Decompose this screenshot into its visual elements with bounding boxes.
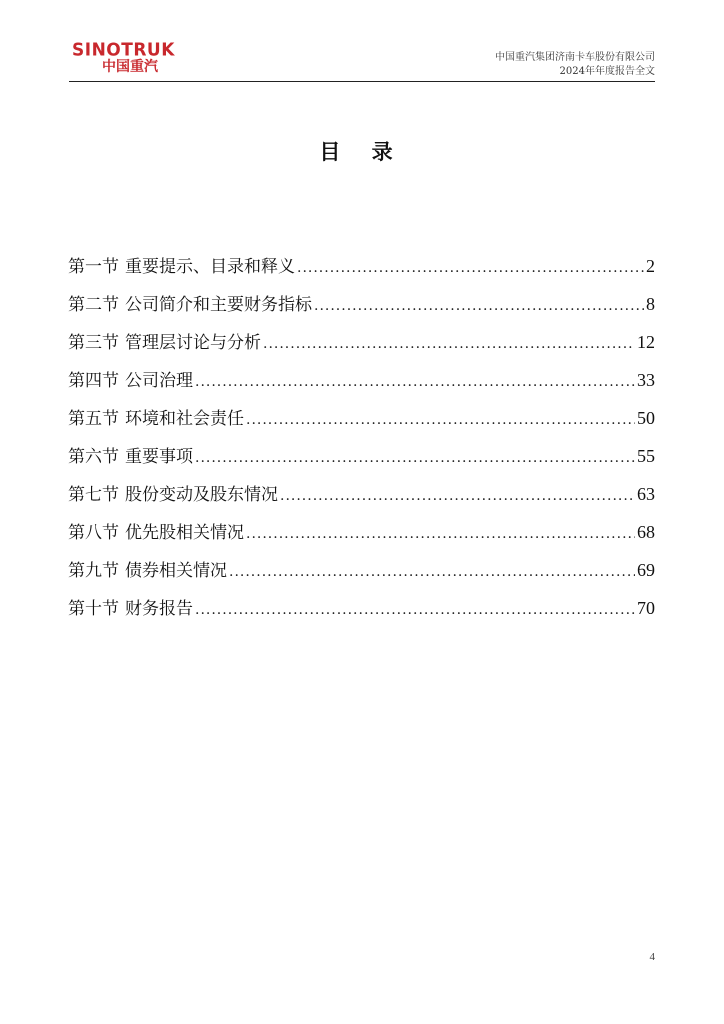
toc-page-number: 63 <box>637 484 655 504</box>
toc-section-number: 第四节 <box>68 371 119 391</box>
toc-page-number: 69 <box>637 560 655 580</box>
toc-entry-section-10[interactable] <box>68 595 655 633</box>
toc-section-name: 管理层讨论与分析 <box>125 333 261 353</box>
toc-section-number: 第六节 <box>68 447 119 467</box>
toc-section-number: 第十节 <box>68 599 119 619</box>
toc-section-number: 第一节 <box>68 257 119 277</box>
header-divider <box>69 81 655 82</box>
logo-text-zh: 中国重汽 <box>102 59 158 75</box>
toc-entry-section-6[interactable] <box>68 443 655 481</box>
toc-dot-leader <box>195 597 635 623</box>
toc-page-number: 12 <box>637 332 655 352</box>
toc-dot-leader <box>246 521 635 547</box>
toc-entry-section-2[interactable] <box>68 291 655 329</box>
toc-entry-section-7[interactable] <box>68 481 655 519</box>
toc-section-name: 优先股相关情况 <box>125 523 244 543</box>
toc-section-number: 第九节 <box>68 561 119 581</box>
toc-page-number: 33 <box>637 370 655 390</box>
toc-entry-section-3[interactable] <box>68 329 655 367</box>
toc-section-number: 第三节 <box>68 333 119 353</box>
toc-section-name: 重要提示、目录和释义 <box>125 257 295 277</box>
toc-page-number: 50 <box>637 408 655 428</box>
report-title: 2024年年度报告全文 <box>559 66 655 77</box>
toc-section-name: 重要事项 <box>125 447 193 467</box>
toc-section-name: 财务报告 <box>125 599 193 619</box>
toc-dot-leader <box>297 255 644 281</box>
toc-dot-leader <box>263 331 635 357</box>
toc-dot-leader <box>195 369 635 395</box>
toc-page-number: 55 <box>637 446 655 466</box>
toc-section-number: 第五节 <box>68 409 119 429</box>
toc-section-number: 第七节 <box>68 485 119 505</box>
toc-section-name: 环境和社会责任 <box>125 409 244 429</box>
toc-page-number: 70 <box>637 598 655 618</box>
toc-dot-leader <box>246 407 635 433</box>
toc-section-name: 股份变动及股东情况 <box>125 485 278 505</box>
toc-page-number: 2 <box>646 256 655 276</box>
toc-dot-leader <box>195 445 635 471</box>
toc-entry-section-8[interactable] <box>68 519 655 557</box>
toc-entry-section-4[interactable] <box>68 367 655 405</box>
toc-section-number: 第八节 <box>68 523 119 543</box>
toc-title: 目 录 <box>319 140 405 164</box>
toc-entry-section-1[interactable] <box>68 253 655 291</box>
company-name: 中国重汽集团济南卡车股份有限公司 <box>495 52 655 63</box>
toc-page-number: 8 <box>646 294 655 314</box>
toc-entry-section-9[interactable] <box>68 557 655 595</box>
toc-entry-section-5[interactable] <box>68 405 655 443</box>
toc-dot-leader <box>229 559 635 585</box>
toc-section-name: 公司简介和主要财务指标 <box>125 295 312 315</box>
sinotruk-logo <box>72 41 196 81</box>
footer-page-number: 4 <box>649 951 655 963</box>
toc-dot-leader <box>280 483 635 509</box>
toc-dot-leader <box>314 293 644 319</box>
toc-section-name: 公司治理 <box>125 371 193 391</box>
toc-section-number: 第二节 <box>68 295 119 315</box>
document-header <box>495 51 655 79</box>
table-of-contents <box>68 253 655 633</box>
toc-page-number: 68 <box>637 522 655 542</box>
toc-section-name: 债券相关情况 <box>125 561 227 581</box>
logo-text-en: SINOTRUK <box>72 39 175 61</box>
